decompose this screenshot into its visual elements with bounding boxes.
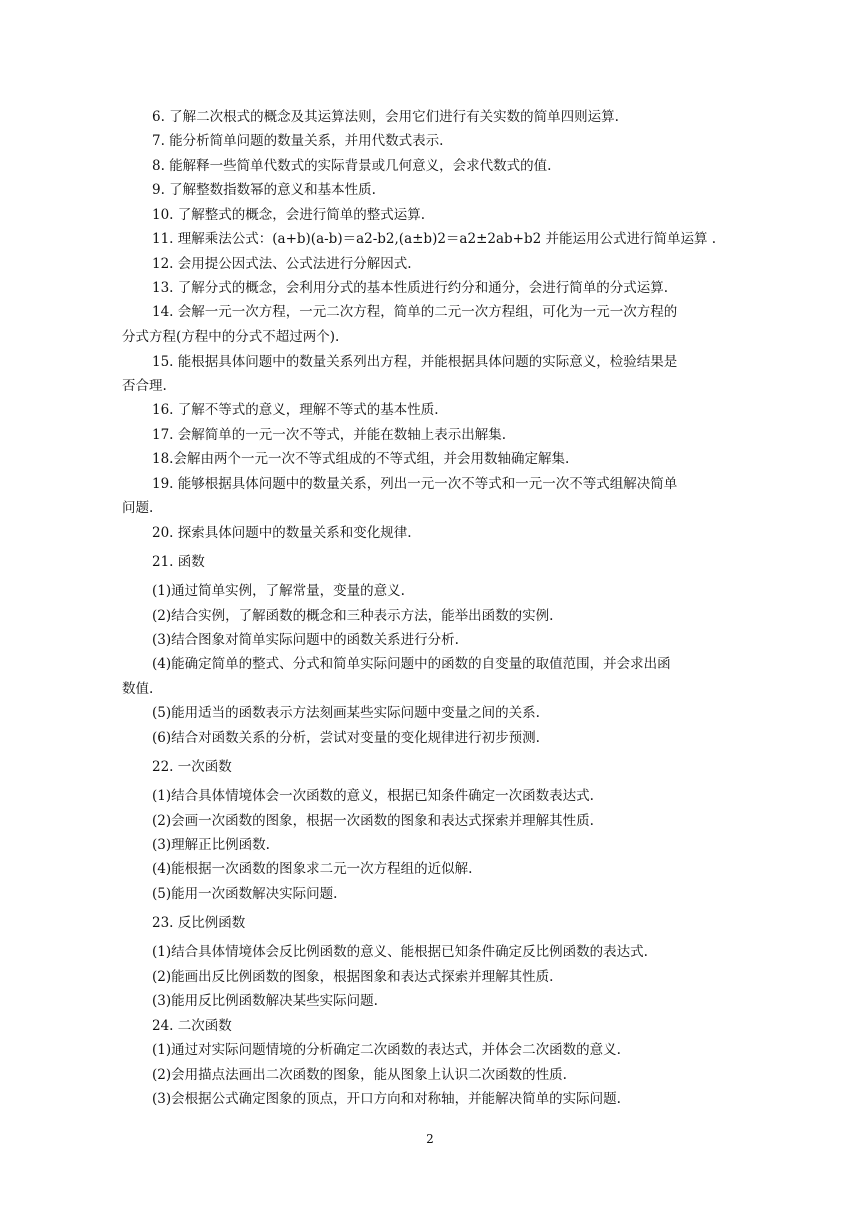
text-line: (1)通过简单实例，了解常量，变量的意义.	[152, 583, 405, 599]
text-line: (5)能用一次函数解决实际问题.	[152, 886, 338, 902]
text-line: (2)会用描点法画出二次函数的图象，能从图象上认识二次函数的性质.	[152, 1067, 567, 1083]
text-line: 问题.	[122, 500, 154, 516]
text-line: (3)结合图象对简单实际问题中的函数关系进行分析.	[152, 632, 459, 648]
section-heading: 24. 二次函数	[152, 1018, 232, 1034]
text-line: (4)能根据一次函数的图象求二元一次方程组的近似解.	[152, 861, 473, 877]
text-line: (2)会画一次函数的图象，根据一次函数的图象和表达式探索并理解其性质.	[152, 813, 594, 829]
text-line: 数值.	[122, 681, 154, 697]
text-line: 6. 了解二次根式的概念及其运算法则，会用它们进行有关实数的简单四则运算.	[152, 109, 619, 125]
text-line: (2)能画出反比例函数的图象，根据图象和表达式探索并理解其性质.	[152, 969, 554, 985]
text-line: (5)能用适当的函数表示方法刻画某些实际问题中变量之间的关系.	[152, 705, 540, 721]
text-line: 12. 会用提公因式法、公式法进行分解因式.	[152, 256, 412, 272]
page-number: 2	[426, 1132, 434, 1146]
text-line: 20. 探索具体问题中的数量关系和变化规律.	[152, 525, 412, 541]
text-line: 19. 能够根据具体问题中的数量关系，列出一元一次不等式和一元一次不等式组解决简单	[152, 476, 678, 492]
text-line: 18.会解由两个一元一次不等式组成的不等式组，并会用数轴确定解集.	[152, 451, 570, 467]
text-line: 7. 能分析简单问题的数量关系，并用代数式表示.	[152, 133, 444, 149]
text-line: (2)结合实例，了解函数的概念和三种表示方法，能举出函数的实例.	[152, 608, 554, 624]
text-line: (3)能用反比例函数解决某些实际问题.	[152, 993, 378, 1009]
text-line: 分式方程(方程中的分式不超过两个).	[122, 329, 340, 345]
text-line: 10. 了解整式的概念，会进行简单的整式运算.	[152, 207, 426, 223]
text-line: (3)会根据公式确定图象的顶点，开口方向和对称轴，并能解决简单的实际问题.	[152, 1091, 621, 1107]
text-line: (6)结合对函数关系的分析，尝试对变量的变化规律进行初步预测.	[152, 730, 540, 746]
text-line: 14. 会解一元一次方程，一元二次方程，简单的二元一次方程组，可化为一元一次方程的	[152, 304, 678, 320]
text-line: 8. 能解释一些简单代数式的实际背景或几何意义，会求代数式的值.	[152, 158, 552, 174]
text-line: 13. 了解分式的概念，会利用分式的基本性质进行约分和通分，会进行简单的分式运算.	[152, 280, 669, 296]
text-line: (1)结合具体情境体会反比例函数的意义、能根据已知条件确定反比例函数的表达式.	[152, 944, 648, 960]
section-heading: 23. 反比例函数	[152, 915, 246, 931]
text-line: 15. 能根据具体问题中的数量关系列出方程，并能根据具体问题的实际意义，检验结果是	[152, 354, 678, 370]
section-heading: 21. 函数	[152, 554, 205, 570]
text-line: 9. 了解整数指数幂的意义和基本性质.	[152, 182, 376, 198]
text-line: (4)能确定简单的整式、分式和简单实际问题中的函数的自变量的取值范围，并会求出函	[152, 656, 671, 672]
text-line: 16. 了解不等式的意义，理解不等式的基本性质.	[152, 402, 439, 418]
section-heading: 22. 一次函数	[152, 759, 232, 775]
text-line: 17. 会解简单的一元一次不等式，并能在数轴上表示出解集.	[152, 427, 507, 443]
text-line: (3)理解正比例函数.	[152, 837, 270, 853]
text-line: 11. 理解乘法公式：(a+b)(a-b)＝a2-b2,(a±b)2＝a2±2ab+b2 并能运用公式进行简单运算 .	[152, 231, 717, 247]
text-line: (1)结合具体情境体会一次函数的意义，根据已知条件确定一次函数表达式.	[152, 788, 594, 804]
text-line: 否合理.	[122, 378, 167, 394]
text-line: (1)通过对实际问题情境的分析确定二次函数的表达式，并体会二次函数的意义.	[152, 1042, 621, 1058]
